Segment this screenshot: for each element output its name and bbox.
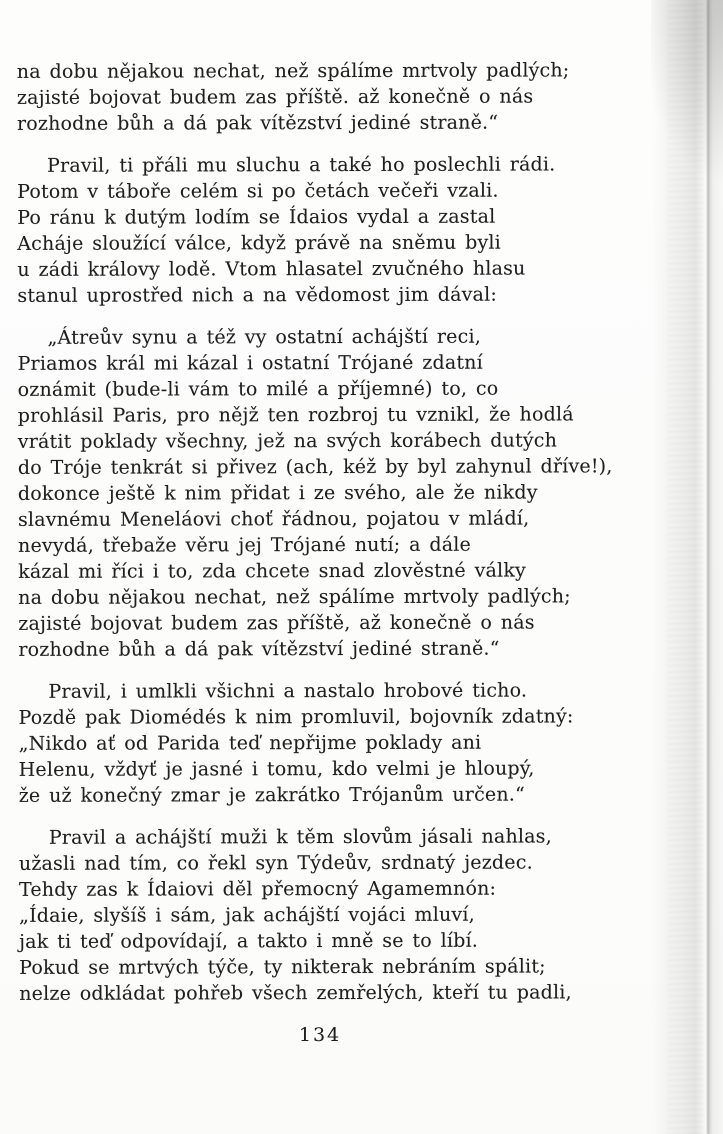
verse-line: „Átreův synu a též vy ostatní achájští reci, [47,325,481,349]
page-number: 134 [298,1024,342,1046]
verse-line: prohlásil Paris, pro nějž ten rozbroj tu vznikl, že hodlá [17,403,574,427]
verse-line: Pravil, i umlkli všichni a nastalo hrobové ticho. [48,679,528,703]
paper-edge-texture [667,0,703,1134]
paragraph [17,57,651,137]
verse-line: nevydá, třebaže věru jej Trójané nutí; a dále [18,533,471,557]
verse-line: že už konečný zmar je zakrátko Trójanům určen.“ [18,783,525,807]
paragraph [18,677,652,809]
verse-line: dokonce ještě k nim přidat i ze svého, ale že nikdy [17,481,538,505]
verse-line: stanul uprostřed nich a na vědomost jim dával: [17,283,497,307]
verse-line: na dobu nějakou nechat, než spálíme mrtvoly padlých; [18,585,571,609]
paper-edge-line [707,0,709,1134]
verse-line: jak ti teď odpovídají, a takto i mně se to líbí. [19,929,479,953]
verse-line: Potom v táboře celém si po četách večeři vzali. [17,179,499,203]
verse-line: rozhodne bůh a dá pak vítězství jediné straně.“ [16,111,499,135]
verse-line: nelze odkládat pohřeb všech zemřelých, kteří tu padli, [19,981,572,1005]
verse-line: Pozdě pak Diomédés k nim promluvil, bojovník zdatný: [18,705,574,729]
verse-line: užasli nad tím, co řekl syn Týdeův, srdnatý jezdec. [18,851,533,875]
verse-line: Tehdy zas k Ídaiovi děl přemocný Agamemnón: [18,877,497,901]
paragraph [17,323,652,663]
verse-line: vrátit poklady všechny, jež na svých korábech dutých [17,429,558,453]
verse-text-block [17,57,653,1007]
verse-line: Pokud se mrtvých týče, ty nikterak nebráním spálit; [19,955,546,979]
verse-line: Po ránu k dutým lodím se Ídaios vydal a zastal [17,205,496,229]
verse-line: Helenu, vždyť je jasné i tomu, kdo velmi je hloupý, [18,757,535,781]
paragraph [17,151,651,309]
verse-line: slavnému Meneláovi choť řádnou, pojatou v mládí, [17,507,530,531]
verse-line: Acháje sloužící válce, když právě na sněmu byli [17,231,501,255]
verse-line: do Tróje tenkrát si přivez (ach, kéž by byl zahynul dříve!), [17,455,613,479]
page-edge-shadow [651,0,723,1134]
verse-line: „Nikdo ať od Parida teď nepřijme poklady ani [18,731,482,755]
verse-line: rozhodne bůh a dá pak vítězství jediné straně.“ [18,637,500,661]
verse-line: Priamos král mi kázal i ostatní Trójané zdatní [17,351,483,375]
verse-line: kázal mi říci i to, zda chcete snad zlověstné války [18,559,526,583]
verse-line: na dobu nějakou nechat, než spálíme mrtvoly padlých; [16,59,570,83]
paragraph [19,823,653,1007]
verse-line: zajisté bojovat budem zas příště, až konečně o nás [18,611,535,635]
verse-line: oznámit (bude-li vám to milé a příjemné) to, co [17,377,499,401]
verse-line: zajisté bojovat budem zas příště. až konečně o nás [16,85,534,109]
verse-line: Pravil a achájští muži k těm slovům jásali nahlas, [48,825,552,849]
verse-line: u zádi královy lodě. Vtom hlasatel zvučného hlasu [17,257,526,281]
verse-line: „Ídaie, slyšíš i sám, jak achájští vojáci mluví, [18,903,475,927]
verse-line: Pravil, ti přáli mu sluchu a také ho poslechli rádi. [47,153,556,177]
